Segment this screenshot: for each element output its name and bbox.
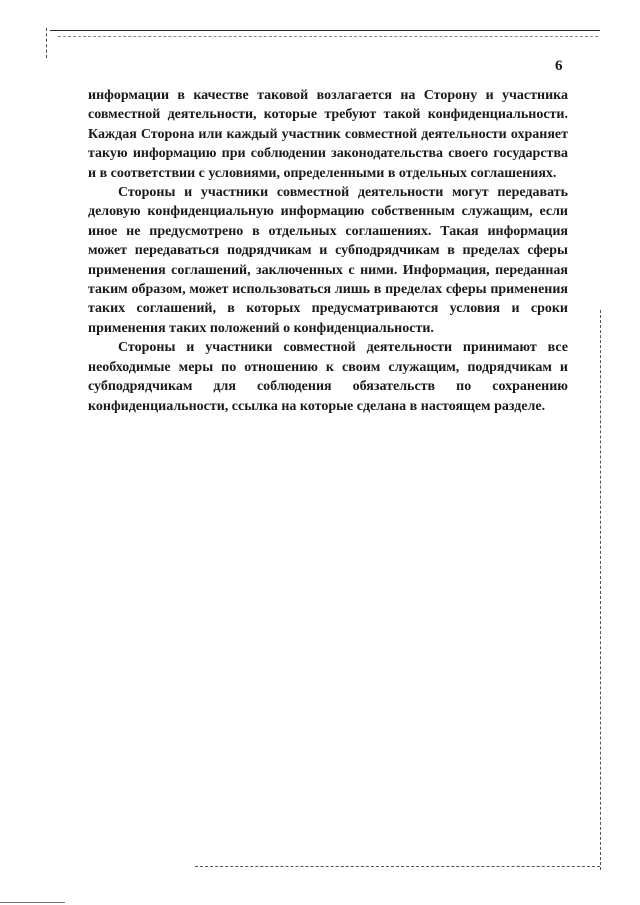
page-number: 6 xyxy=(555,58,563,74)
scan-border-left xyxy=(46,28,47,58)
scan-border-corner xyxy=(0,902,65,903)
document-body xyxy=(88,86,568,416)
paragraph: Стороны и участники совместной деятельности могут передавать деловую конфиденциальную информацию собственным служащим, если иное не предусмотрено в отдельных соглашениях. Такая информация может передаваться подрядчикам и субподрядчикам в пределах сферы применения соглашений, заключенных с ними. Информация, переданная таким образом, может использоваться лишь в пределах сферы применения таких соглашений, в которых предусматриваются условия и сроки применения таких положений о конфиденциальности. xyxy=(88,185,568,336)
scan-border-bottom xyxy=(195,866,600,867)
paragraph: информации в качестве таковой возлагается на Сторону и участника совместной деятельности, которые требуют такой конфиденциальности. Каждая Сторона или каждый участник совместной деятельности охраняет такую информацию при соблюдении законодательства своего государства и в соответствии с условиями, определенными в отдельных соглашениях. xyxy=(88,88,568,181)
scan-border-right xyxy=(600,310,601,870)
scan-border-top-faint xyxy=(58,36,598,37)
scan-border-top xyxy=(50,30,600,31)
paragraph: Стороны и участники совместной деятельности принимают все необходимые меры по отношению к своим служащим, подрядчикам и субподрядчикам для соблюдения обязательств по сохранению конфиденциальности, ссылка на которые сделана в настоящем разделе. xyxy=(88,340,568,414)
